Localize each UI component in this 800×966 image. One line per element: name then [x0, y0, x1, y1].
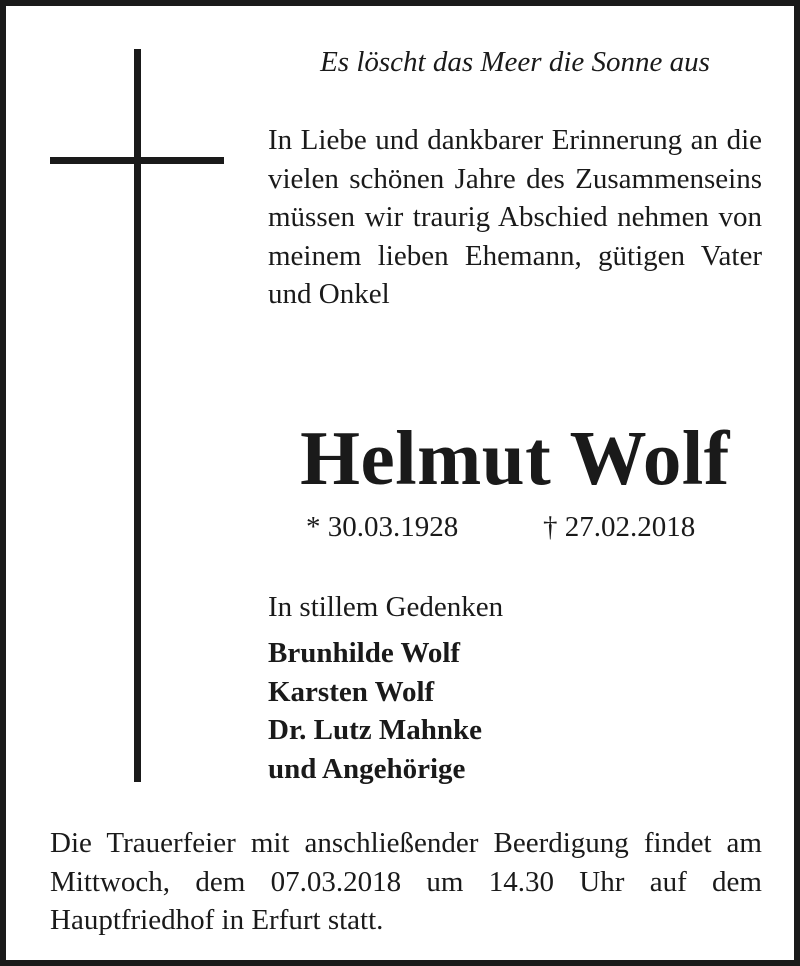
death-date: † 27.02.2018 — [543, 511, 696, 543]
mourner-item: Dr. Lutz Mahnke — [268, 714, 483, 746]
birth-date: * 30.03.1928 — [306, 511, 459, 543]
mourners-list — [268, 634, 482, 788]
mourner-item: Karsten Wolf — [268, 675, 435, 708]
funeral-details: Die Trauerfeier mit anschließender Beerdigung findet am Mittwoch, dem 07.03.2018 um 14.30 Uhr auf dem Hauptfriedhof in Erfurt statt. — [50, 827, 762, 936]
mourner-item: Brunhilde Wolf — [268, 637, 461, 669]
intro-text: In Liebe und dankbarer Erinnerung an die vielen schönen Jahre des Zusammenseins müssen wir traurig Abschied nehmen von meinem lieben Ehemann, gütigen Vater und Onkel — [268, 124, 762, 310]
motto: Es löscht das Meer die Sonne aus — [320, 46, 710, 78]
mourner-item: und Angehörige — [268, 752, 466, 785]
cross-icon-crossbar — [50, 157, 224, 164]
deceased-name: Helmut Wolf — [300, 415, 730, 501]
remembrance-line: In stillem Gedenken — [268, 591, 504, 623]
